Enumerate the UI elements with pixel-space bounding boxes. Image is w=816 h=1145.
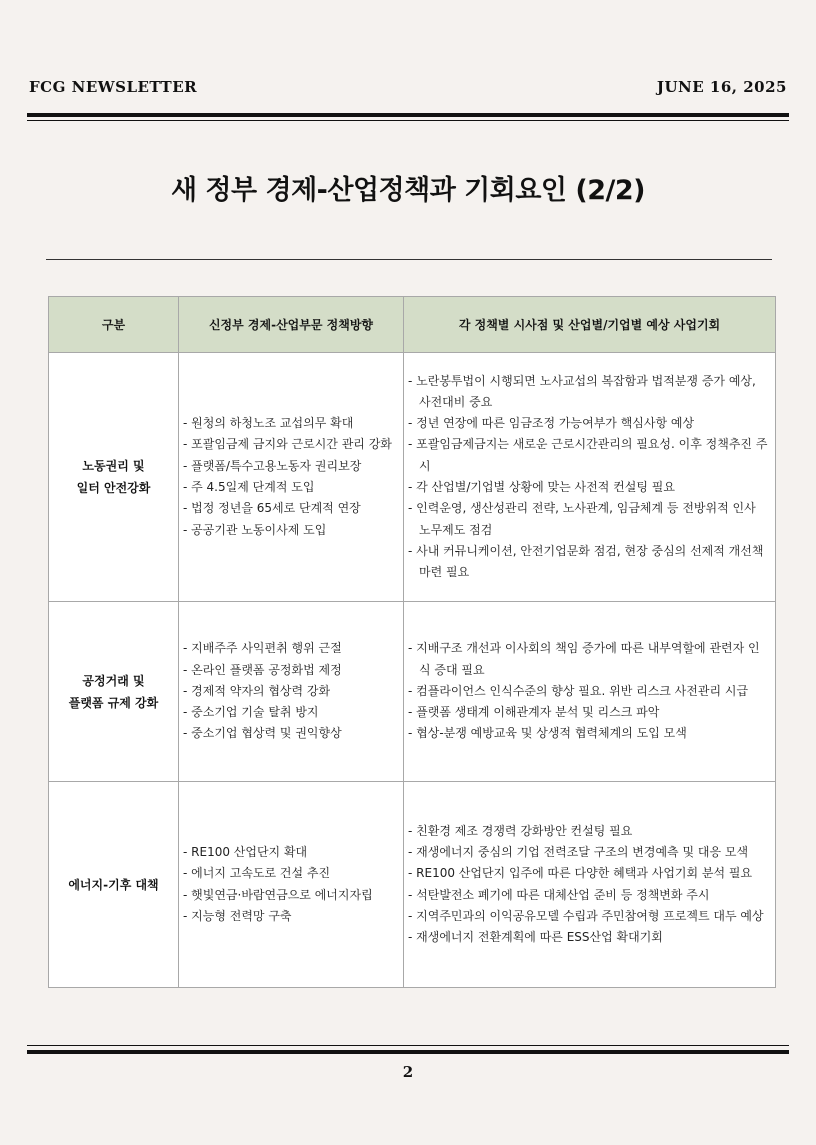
policy-item: - 지배주주 사익편취 행위 근절	[183, 641, 342, 656]
policy-item: - 공공기관 노동이사제 도입	[183, 522, 327, 537]
policy-item: - 주 4.5일제 단계적 도입	[183, 480, 315, 494]
policy-list	[179, 782, 404, 988]
table-row	[49, 353, 776, 602]
implication-item: - 재생에너지 전환계획에 따른 ESS산업 확대기회	[408, 930, 663, 945]
header-implications: 각 정책별 시사점 및 산업별/기업별 예상 사업기회	[404, 297, 776, 353]
footer-rule-thin	[27, 1045, 789, 1046]
category-label-line: 플랫폼 규제 강화	[68, 695, 159, 710]
policy-list	[179, 353, 404, 602]
policy-table	[48, 296, 776, 988]
header-rule-thin	[27, 120, 789, 121]
implication-item: - 재생에너지 중심의 기업 전력조달 구조의 변경예측 및 대응 모색	[408, 844, 749, 859]
category-label-line: 에너지-기후 대책	[68, 877, 159, 892]
policy-item: - 햇빛연금·바람연금으로 에너지자립	[183, 887, 373, 902]
newsletter-name: FCG NEWSLETTER	[29, 78, 198, 96]
page-title: 새 정부 경제-산업정책과 기회요인 (2/2)	[170, 175, 646, 206]
category-cell	[49, 353, 179, 602]
policy-item: - 온라인 플랫폼 공정화법 제정	[183, 662, 342, 677]
policy-list	[179, 602, 404, 782]
title-divider	[46, 259, 772, 260]
implication-item: - 지역주민과의 이익공유모델 수립과 주민참여형 프로젝트 대두 예상	[408, 908, 764, 923]
implication-item: - 친환경 제조 경쟁력 강화방안 컨설팅 필요	[408, 823, 633, 838]
policy-item: - 플랫폼/특수고용노동자 권리보장	[183, 458, 362, 473]
newsletter-header	[29, 78, 787, 96]
policy-item: - 포괄임금제 금지와 근로시간 관리 강화	[183, 437, 392, 452]
implication-list	[404, 602, 776, 782]
implication-item: - RE100 산업단지 입주에 따른 다양한 혜택과 사업기회 분석 필요	[408, 866, 753, 881]
table-row	[49, 602, 776, 782]
category-label-line: 공정거래 및	[82, 673, 145, 688]
implication-item: - 협상-분쟁 예방교육 및 상생적 협력체계의 도입 모색	[408, 726, 687, 741]
implication-item: - 정년 연장에 따른 임금조정 가능여부가 핵심사항 예상	[408, 416, 695, 431]
implication-list	[404, 782, 776, 988]
implication-item: - 석탄발전소 폐기에 따른 대체산업 준비 등 정책변화 주시	[408, 887, 710, 902]
policy-item: - 원청의 하청노조 교섭의무 확대	[183, 416, 354, 431]
header-policy-direction: 신정부 경제-산업부문 정책방향	[179, 297, 404, 353]
policy-item: - 법정 정년을 65세로 단계적 연장	[183, 501, 361, 516]
implication-list	[404, 353, 776, 602]
category-label-line: 일터 안전강화	[76, 481, 151, 495]
header-category: 구분	[49, 297, 179, 353]
issue-date: JUNE 16, 2025	[656, 78, 787, 96]
table-row	[49, 782, 776, 988]
policy-item: - 중소기업 협상력 및 권익향상	[183, 726, 342, 741]
implication-item: - 각 산업별/기업별 상황에 맞는 사전적 컨설팅 필요	[408, 480, 675, 494]
implication-item: - 플랫폼 생태계 이해관계자 분석 및 리스크 파악	[408, 705, 660, 720]
category-cell	[49, 602, 179, 782]
implication-item: - 인력운영, 생산성관리 전략, 노사관계, 임금체계 등 전방위적 인사 노무제도 점검	[408, 501, 756, 537]
header-rule-thick	[27, 113, 789, 117]
implication-item: - 노란봉투법이 시행되면 노사교섭의 복잡함과 법적분쟁 증가 예상, 사전대비 중요	[408, 373, 756, 409]
policy-item: - RE100 산업단지 확대	[183, 844, 308, 859]
footer-rule-thick	[27, 1050, 789, 1054]
implication-item: - 지배구조 개선과 이사회의 책임 증가에 따른 내부역할에 관련자 인식 증대 필요	[408, 641, 760, 677]
policy-item: - 지능형 전력망 구축	[183, 908, 292, 923]
implication-item: - 포괄임금제금지는 새로운 근로시간관리의 필요성. 이후 정책추진 주시	[408, 437, 768, 473]
policy-item: - 경제적 약자의 협상력 강화	[183, 683, 331, 698]
policy-item: - 중소기업 기술 탈취 방지	[183, 705, 319, 720]
policy-item: - 에너지 고속도로 건설 추진	[183, 866, 331, 881]
page-number: 2	[402, 1063, 414, 1081]
category-cell	[49, 782, 179, 988]
implication-item: - 사내 커뮤니케이션, 안전기업문화 점검, 현장 중심의 선제적 개선책 마련 필요	[408, 543, 764, 580]
implication-item: - 컴플라이언스 인식수준의 향상 필요. 위반 리스크 사전관리 시급	[408, 683, 749, 698]
category-label-line: 노동권리 및	[82, 459, 145, 473]
table-header-row	[49, 297, 776, 353]
